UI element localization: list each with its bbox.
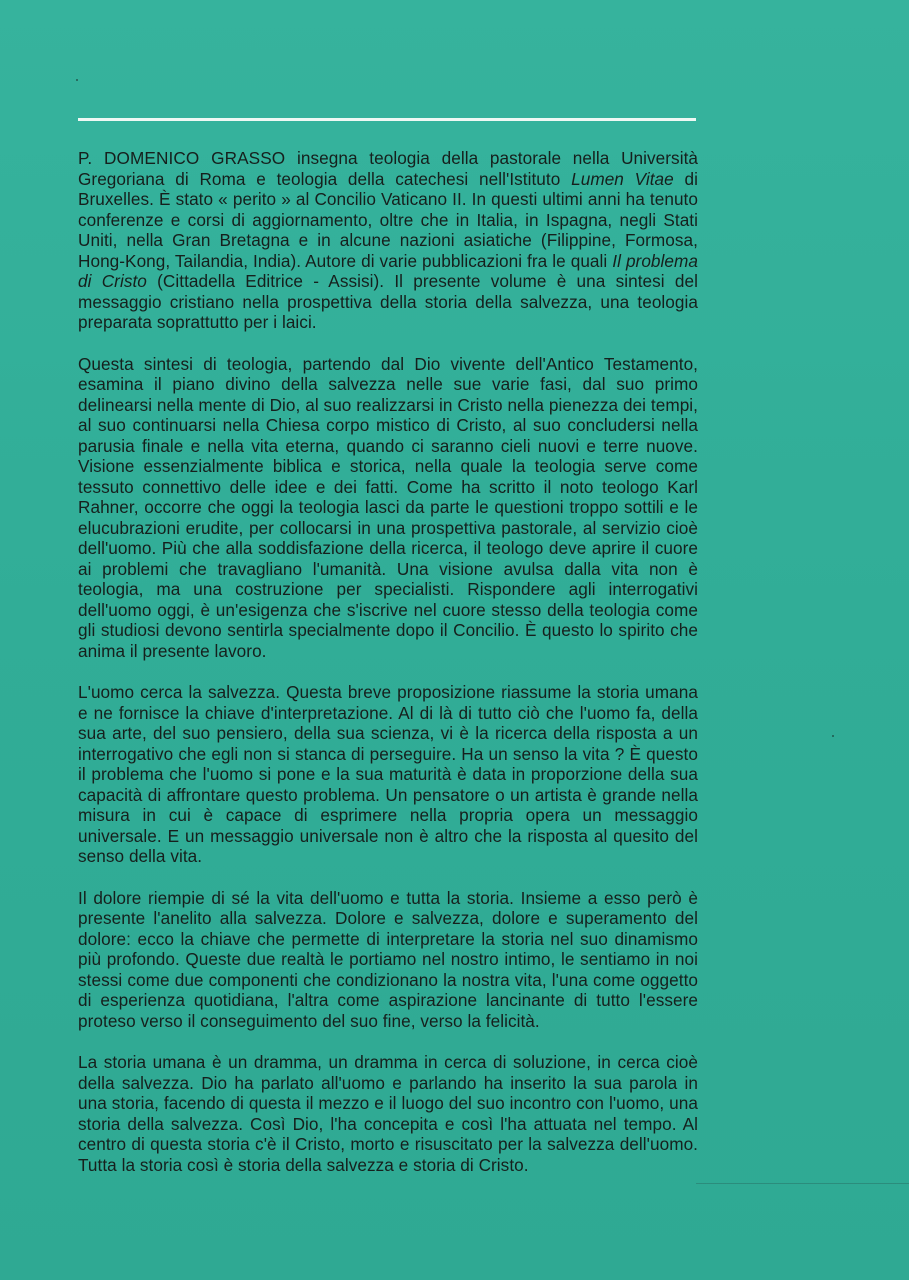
top-rule <box>78 118 696 121</box>
book-title: Il problema di Cristo <box>78 250 698 291</box>
fold-line <box>696 1183 909 1184</box>
synopsis-paragraph: Questa sintesi di teologia, partendo dal Dio vivente dell'Antico Testamento, esamina il piano divino della salvezza nelle sue varie fasi, dal suo primo delinearsi nella mente di Dio, al suo realizzarsi in Cristo nella pienezza dei tempi, al suo continuarsi nella Chiesa corpo mistico di Cristo, al suo concludersi nella parusia finale e nella vita eterna, quando ci saranno cieli nuovi e terre nuove. Visione essenzialmente biblica e storica, nella quale la teologia serve come tessuto connettivo delle idee e dei fatti. Come ha scritto il noto teologo Karl Rahner, occorre che oggi la teologia lasci da parte le questioni troppo sottili e le elucubrazioni erudite, per collocarsi in una prospettiva pastorale, al servizio cioè dell'uomo. Più che alla soddisfazione della ricerca, il teologo deve aprire il cuore ai problemi che travagliano l'umanità. Una visione avulsa dalla vita non è teologia, ma una costruzione per specialisti. Rispondere agli interrogativi dell'uomo oggi, è un'esigenza che s'iscrive nel cuore stesso della teologia come gli studiosi devono sentirla specialmente dopo il Concilio. È questo lo spirito che anima il presente lavoro. <box>78 353 698 661</box>
print-speck <box>832 735 834 737</box>
synopsis-paragraph: L'uomo cerca la salvezza. Questa breve proposizione riassume la storia umana e ne fornisce la chiave d'interpretazione. Al di là di tutto ciò che l'uomo fa, della sua arte, del suo pensiero, della sua scienza, vi è la ricerca della risposta a un interrogativo che egli non si stanca di perseguire. Ha un senso la vita ? È questo il problema che l'uomo si pone e la sua maturità è data in proporzione della sua capacità di affrontare questo problema. Un pensatore o un artista è grande nella misura in cui è capace di esprimere nella propria opera un messaggio universale. E un messaggio universale non è altro che la risposta al quesito del senso della vita. <box>78 682 698 866</box>
author-name: P. DOMENICO GRASSO <box>78 148 286 168</box>
print-speck <box>76 79 78 81</box>
bio-text-part: insegna teologia della pastorale nella Università Gregoriana di Roma e teologia della catechesi nell'Istituto <box>78 148 699 189</box>
bio-text-part: di Bruxelles. È stato « perito » al Concilio Vaticano II. In questi ultimi anni ha tenuto conferenze e corsi di aggiornamento, oltre che in Italia, in Ispagna, negli Stati Uniti, nella Gran Bretagna e in alcune nazioni asiatiche (Filippine, Formosa, Hong-Kong, Tailandia, India). Autore di varie pubblicazioni fra le quali <box>78 168 698 271</box>
synopsis-paragraph: La storia umana è un dramma, un dramma in cerca di soluzione, in cerca cioè della salvezza. Dio ha parlato all'uomo e parlando ha inserito la sua parola in una storia, facendo di questa il mezzo e il luogo del suo incontro con l'uomo, una storia della salvezza. Così Dio, l'ha concepita e così l'ha attuata nel tempo. Al centro di questa storia c'è il Cristo, morto e risuscitato per la salvezza dell'uomo. Tutta la storia così è storia della salvezza e storia di Cristo. <box>78 1052 698 1175</box>
author-bio-paragraph <box>78 148 698 333</box>
cover-text <box>78 148 698 1196</box>
institute-title: Lumen Vitae <box>571 168 674 189</box>
synopsis-paragraph: Il dolore riempie di sé la vita dell'uomo e tutta la storia. Insieme a esso però è presente l'anelito alla salvezza. Dolore e salvezza, dolore e superamento del dolore: ecco la chiave che permette di interpretare la storia nel suo dinamismo più profondo. Queste due realtà le portiamo nel nostro intimo, le sentiamo in noi stessi come due componenti che condizionano la nostra vita, l'una come oggetto di esperienza quotidiana, l'altra come aspirazione lancinante di tutto l'essere proteso verso il conseguimento del suo fine, verso la felicità. <box>78 887 698 1031</box>
bio-text-part: (Cittadella Editrice - Assisi). Il presente volume è una sintesi del messaggio cristiano nella prospettiva della storia della salvezza, una teologia preparata soprattutto per i laici. <box>78 271 698 332</box>
